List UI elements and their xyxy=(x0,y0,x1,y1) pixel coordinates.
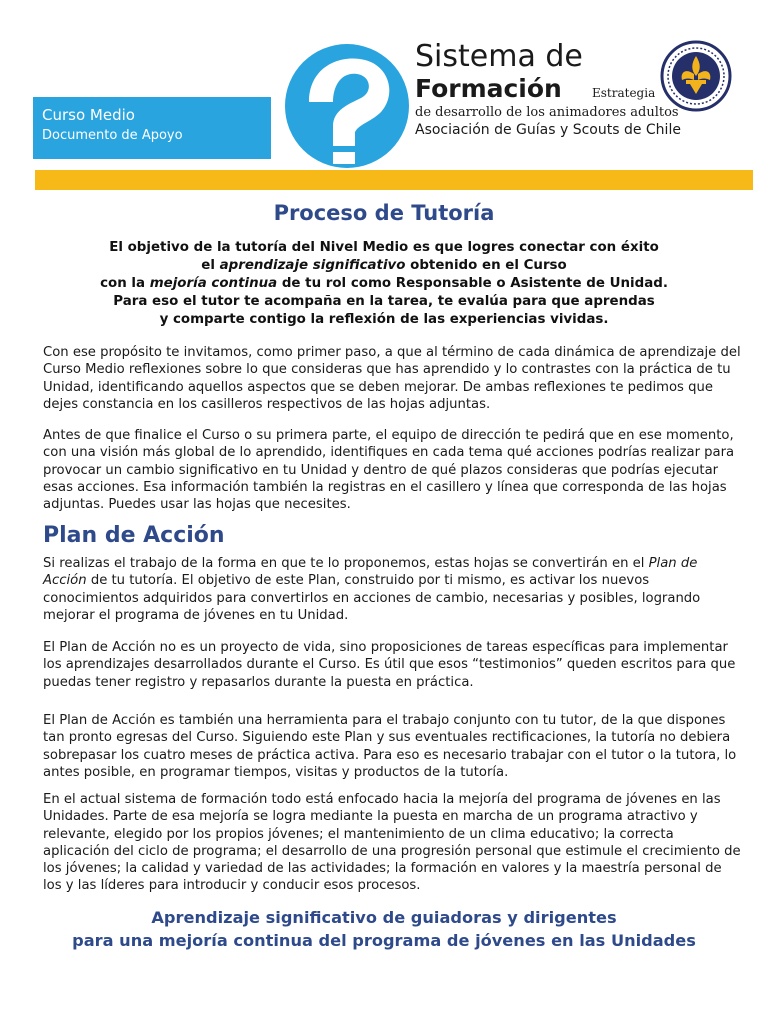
course-title: Curso Medio xyxy=(42,106,135,124)
page-header xyxy=(0,0,768,200)
section-paragraph-3: El Plan de Acción es también una herramienta para el trabajo conjunto con tu tutor, de la que dispones tan pronto egresas del Curso. Siguiendo este Plan y sus eventuales rectificaciones, la tutoría no debiera sobrepasar los cuatro meses de práctica activa. Para eso es necesario trabajar con el tutor o la tutora, lo antes posible, en programar tiempos, visitas y productos de la tutoría. xyxy=(43,713,737,780)
paragraph-1: Con ese propósito te invitamos, como primer paso, a que al término de cada dinámica de aprendizaje del Curso Medio reflexiones sobre lo que consideras que has aprendido y lo contrastes con la práctica de tu Unidad, identificando aquellos aspectos que se deben mejorar. De ambas reflexiones te pedimos que dejes constancia en los casilleros respectivos de las hojas adjuntas. xyxy=(43,345,741,412)
section-paragraph-4: En el actual sistema de formación todo está enfocado hacia la mejoría del programa de jóvenes en las Unidades. Parte de esa mejoría se logra mediante la puesta en marcha de un programa atractivo y relevante, elegido por los propios jóvenes; el mantenimiento de un clima educativo; la correcta aplicación del ciclo de programa; el desarrollo de una progresión personal que estimule el crecimiento de los jóvenes; la calidad y variedad de las actividades; la formación en valores y la maestría personal de los y las líderes para introducir y conducir esos procesos. xyxy=(43,792,741,894)
brand-line-3: de desarrollo de los animadores adultos xyxy=(415,105,679,120)
brand-line-1: Sistema de xyxy=(415,39,583,74)
question-mark-logo-icon xyxy=(285,42,415,170)
intro-line: con la mejoría continua de tu rol como Responsable o Asistente de Unidad. xyxy=(100,276,668,291)
course-subtitle: Documento de Apoyo xyxy=(42,128,183,143)
closing-tagline xyxy=(0,906,768,952)
section-paragraph-1: Si realizas el trabajo de la forma en que te lo proponemos, estas hojas se convertirán en el Plan de Acción de tu tutoría. El objetivo de este Plan, construido por ti mismo, es activar los nuevos conocimientos adquiridos para convertirlos en acciones de cambio, necesarias y posibles, logrando mejorar el programa de jóvenes en tu Unidad. xyxy=(43,556,701,623)
brand-strategy: Estrategia xyxy=(592,86,656,100)
closing-line-2: para una mejoría continua del programa de jóvenes en las Unidades xyxy=(72,931,696,950)
yellow-divider-band xyxy=(35,170,753,190)
intro-statement xyxy=(30,239,738,329)
scout-emblem-icon xyxy=(660,40,732,112)
closing-line-1: Aprendizaje significativo de guiadoras y dirigentes xyxy=(151,908,617,927)
intro-line: y comparte contigo la reflexión de las experiencias vividas. xyxy=(159,312,609,327)
section-heading: Plan de Acción xyxy=(43,523,225,548)
brand-line-4: Asociación de Guías y Scouts de Chile xyxy=(415,122,681,138)
paragraph-2: Antes de que finalice el Curso o su primera parte, el equipo de dirección te pedirá que en ese momento, con una visión más global de lo aprendido, identifiques en cada tema qué acciones podrías realizar para provocar un cambio significativo en tu Unidad y dentro de qué plazos consideras que podrías ejecutar esas acciones. Esa información también la registras en el casillero y línea que corresponda de las hojas adjuntas. Puedes usar las hojas que necesites. xyxy=(43,428,735,513)
intro-line: el aprendizaje significativo obtenido en el Curso xyxy=(201,258,567,273)
brand-line-2: Formación xyxy=(415,74,562,103)
intro-line: El objetivo de la tutoría del Nivel Medio es que logres conectar con éxito xyxy=(109,240,659,255)
page-title: Proceso de Tutoría xyxy=(273,201,495,225)
intro-line: Para eso el tutor te acompaña en la tarea, te evalúa para que aprendas xyxy=(113,294,655,309)
course-label-box xyxy=(33,97,271,159)
section-paragraph-2: El Plan de Acción no es un proyecto de vida, sino proposiciones de tareas específicas para implementar los aprendizajes desarrollados durante el Curso. Es útil que esos “testimonios” queden escritos para que puedas tener registro y repasarlos durante la puesta en práctica. xyxy=(43,640,736,690)
